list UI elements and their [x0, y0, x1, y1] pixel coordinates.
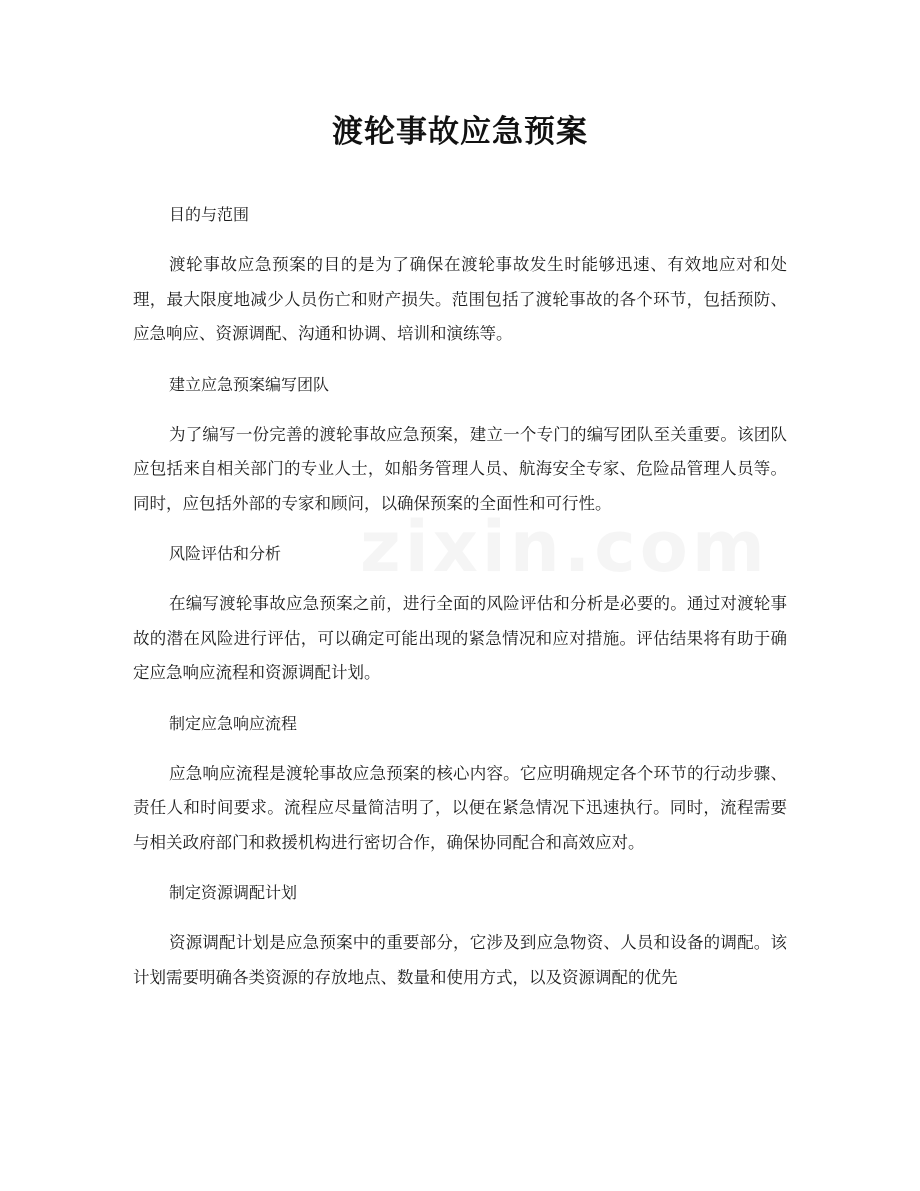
section-paragraph: 在编写渡轮事故应急预案之前，进行全面的风险评估和分析是必要的。通过对渡轮事故的潜在风险进行评估，可以确定可能出现的紧急情况和应对措施。评估结果将有助于确定应急响应流程和资源调配计划。: [133, 594, 787, 682]
document-title: 渡轮事故应急预案: [332, 114, 588, 150]
section-response-process: [133, 707, 787, 861]
section-paragraph: 应急响应流程是渡轮事故应急预案的核心内容。它应明确规定各个环节的行动步骤、责任人和时间要求。流程应尽量简洁明了，以便在紧急情况下迅速执行。同时，流程需要与相关政府部门和救援机构进行密切合作，确保协同配合和高效应对。: [133, 763, 787, 852]
section-risk-assessment: [133, 537, 787, 691]
section-writing-team: [133, 368, 787, 522]
section-purpose-scope: [133, 198, 787, 352]
section-heading: 制定资源调配计划: [169, 883, 298, 902]
section-paragraph: 为了编写一份完善的渡轮事故应急预案，建立一个专门的编写团队至关重要。该团队应包括来自相关部门的专业人士，如船务管理人员、航海安全专家、危险品管理人员等。同时，应包括外部的专家和顾问，以确保预案的全面性和可行性。: [133, 424, 787, 513]
section-heading: 建立应急预案编写团队: [169, 374, 330, 394]
section-heading: 制定应急响应流程: [169, 713, 298, 733]
section-heading: 目的与范围: [169, 205, 250, 224]
section-paragraph: 资源调配计划是应急预案中的重要部分，它涉及到应急物资、人员和设备的调配。该计划需要明确各类资源的存放地点、数量和使用方式，以及资源调配的优先: [133, 933, 787, 987]
section-resource-allocation: [133, 876, 787, 995]
section-heading: 风险评估和分析: [169, 544, 282, 563]
watermark-text: zixin.com: [360, 506, 769, 588]
section-paragraph: 渡轮事故应急预案的目的是为了确保在渡轮事故发生时能够迅速、有效地应对和处理，最大限度地减少人员伤亡和财产损失。范围包括了渡轮事故的各个环节，包括预防、应急响应、资源调配、沟通和协调、培训和演练等。: [133, 255, 787, 343]
